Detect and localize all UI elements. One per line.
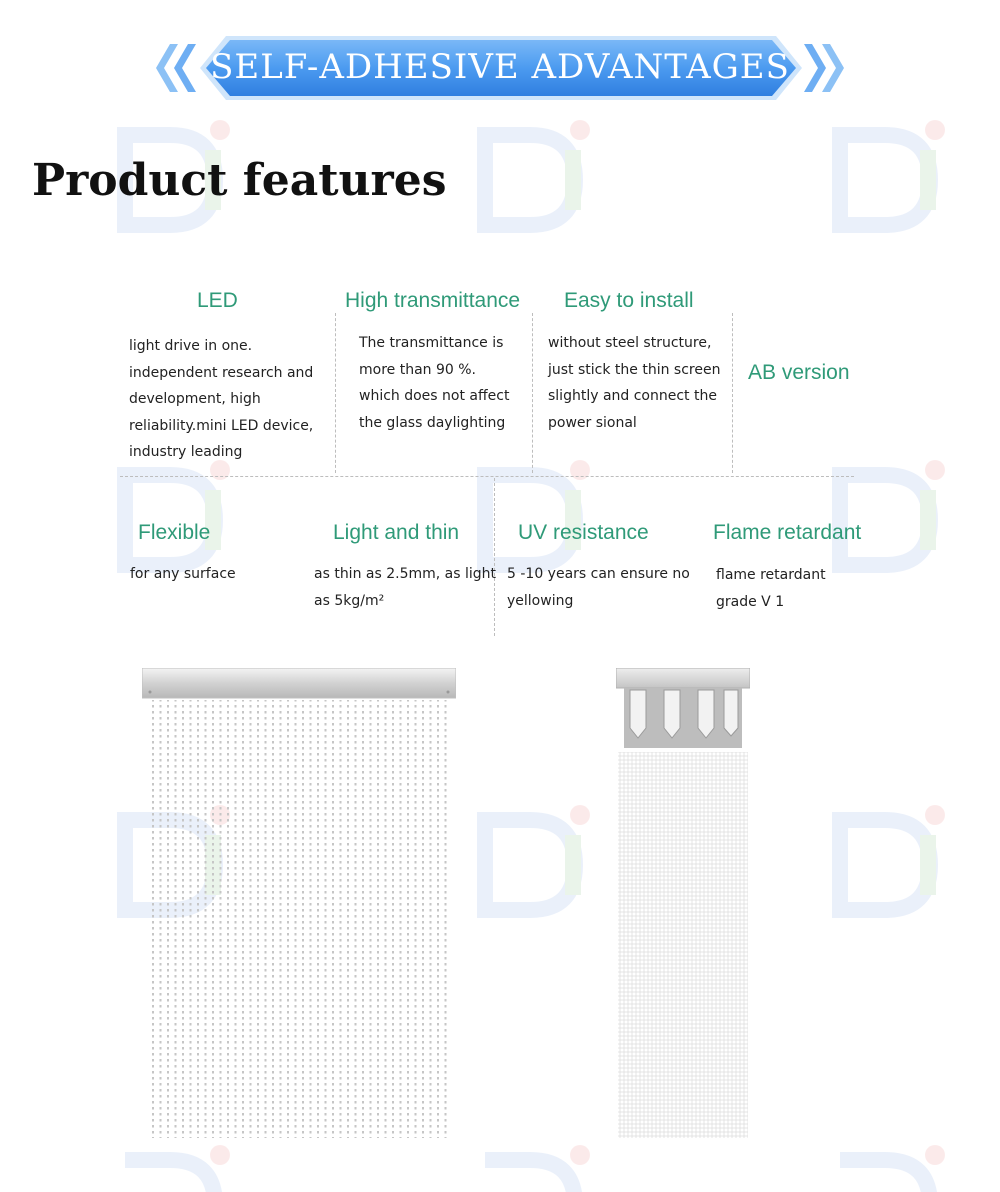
feature-title-flexible: Flexible xyxy=(138,521,211,544)
feature-title-led: LED xyxy=(197,289,238,312)
feature-desc-flexible: for any surface xyxy=(130,566,236,582)
feature-desc-light-and-thin: as thin as 2.5mm, as light as 5kg/m² xyxy=(314,566,497,609)
feature-title-flame-retardant: Flame retardant xyxy=(713,521,862,544)
watermark-logo-icon xyxy=(825,115,955,245)
feature-title-high-transmittance: High transmittance xyxy=(345,289,521,312)
watermark-logo-icon xyxy=(825,455,955,585)
divider xyxy=(732,313,733,473)
chevron-left-icon xyxy=(156,44,196,92)
watermark-logo-icon xyxy=(470,800,600,930)
led-film-connector-image xyxy=(616,668,750,1140)
feature-title-light-and-thin: Light and thin xyxy=(333,521,460,544)
chevron-right-icon xyxy=(804,44,844,92)
feature-title-ab-version: AB version xyxy=(748,361,850,384)
feature-title-easy-to-install: Easy to install xyxy=(564,289,694,312)
divider xyxy=(532,313,533,473)
page-title: Product features xyxy=(32,155,447,206)
watermark-logo-icon xyxy=(470,115,600,245)
feature-desc-easy-to-install: without steel structure, just stick the thin screen slightly and connect the power sional xyxy=(548,335,721,431)
feature-desc-high-transmittance: The transmittance is more than 90 %. which does not affect the glass daylighting xyxy=(359,335,510,431)
feature-desc-led: light drive in one. independent research and development, high reliability.mini LED device, industry leading xyxy=(129,338,314,460)
feature-title-uv-resistance: UV resistance xyxy=(518,521,649,544)
banner-title: SELF-ADHESIVE ADVANTAGES xyxy=(210,47,790,87)
feature-desc-flame-retardant: flame retardant grade V 1 xyxy=(716,567,826,610)
watermark-logo-icon xyxy=(825,800,955,930)
led-film-panel-image xyxy=(142,668,456,1140)
watermark-logo-icon xyxy=(110,1140,240,1192)
divider xyxy=(335,313,336,473)
feature-desc-uv-resistance: 5 -10 years can ensure no yellowing xyxy=(507,566,690,609)
watermark-logo-icon xyxy=(470,1140,600,1192)
watermark-logo-icon xyxy=(825,1140,955,1192)
divider xyxy=(120,476,854,477)
